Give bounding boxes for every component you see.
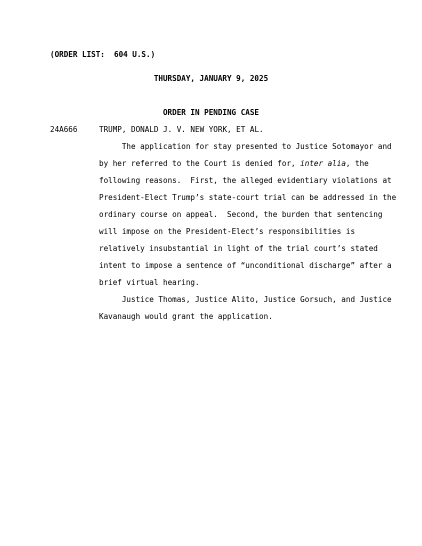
order-line: President-Elect Trump’s state-court trial can be addressed in the	[99, 193, 397, 202]
order-list-heading: (ORDER LIST: 604 U.S.)	[50, 50, 156, 59]
case-number: 24A666	[50, 125, 78, 134]
order-line: relatively insubstantial in light of the trial court’s stated	[99, 244, 378, 253]
dissent-line: Justice Thomas, Justice Alito, Justice Gorsuch, and Justice	[99, 295, 392, 304]
order-line-text: following reasons. First, the alleged evidentiary violations at	[99, 176, 392, 185]
order-line-text: by her referred to the Court is denied for,	[99, 159, 301, 168]
order-line: The application for stay presented to Justice Sotomayor and	[99, 142, 392, 151]
order-line: brief virtual hearing.	[99, 278, 200, 287]
order-line	[99, 159, 369, 168]
order-line: ordinary course on appeal. Second, the burden that sentencing	[99, 210, 383, 219]
case-caption: TRUMP, DONALD J. V. NEW YORK, ET AL.	[99, 125, 264, 134]
order-line-tail: , the	[345, 159, 369, 168]
italic-phrase: inter alia	[300, 159, 346, 168]
order-line	[99, 176, 392, 185]
order-line: intent to impose a sentence of “unconditional discharge” after a	[99, 261, 392, 270]
order-line: will impose on the President-Elect’s responsibilities is	[99, 227, 356, 236]
section-title: ORDER IN PENDING CASE	[162, 108, 259, 117]
dissent-line: Kavanaugh would grant the application.	[99, 312, 273, 321]
order-date: THURSDAY, JANUARY 9, 2025	[153, 74, 269, 83]
